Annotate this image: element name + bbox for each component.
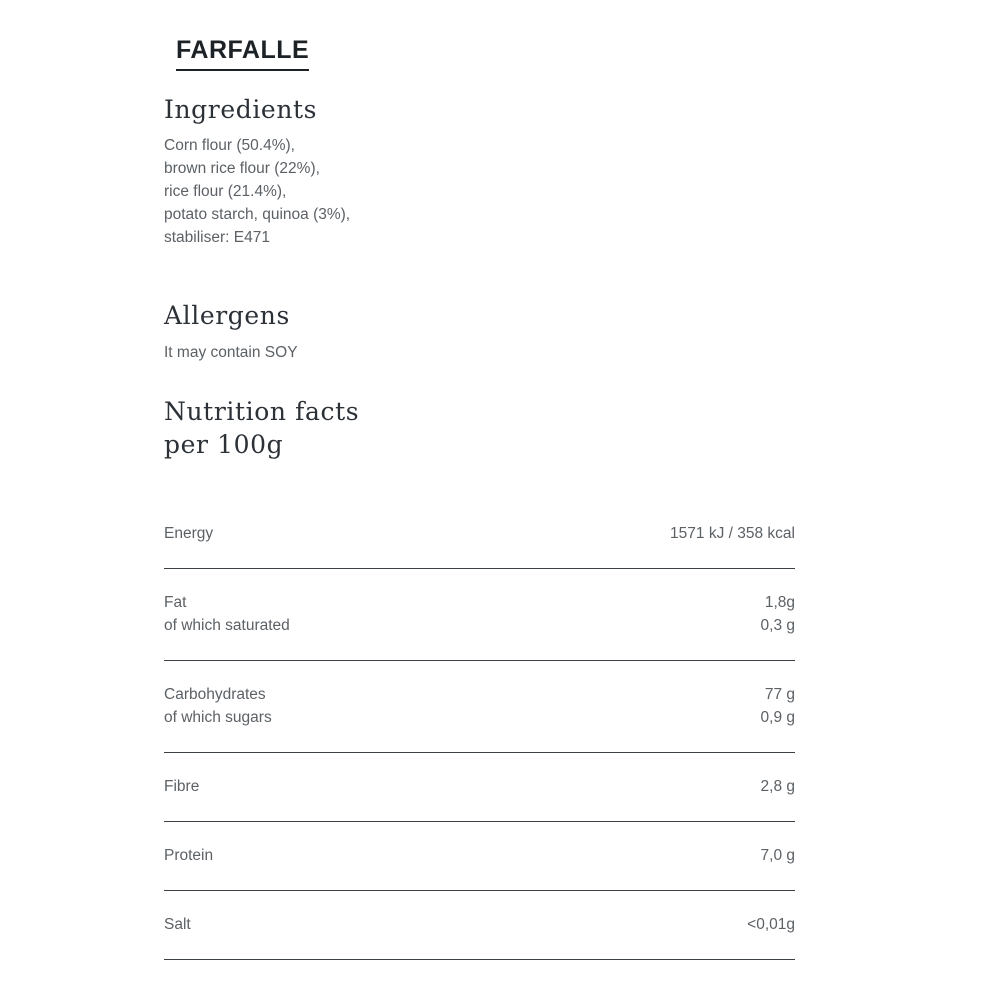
nutrient-label: Protein xyxy=(164,847,214,864)
nutrient-value: 1,8g xyxy=(764,594,795,611)
ingredients-line: brown rice flour (22%), xyxy=(164,160,320,177)
table-row xyxy=(164,822,795,891)
ingredients-line: stabiliser: E471 xyxy=(164,229,270,246)
nutrition-line xyxy=(164,591,795,614)
table-row xyxy=(164,569,795,661)
nutrition-line xyxy=(164,522,795,545)
nutrient-value: <0,01g xyxy=(747,916,795,933)
nutrition-heading-line1: Nutrition facts xyxy=(164,397,360,426)
nutrient-value: 1571 kJ / 358 kcal xyxy=(670,525,795,542)
nutrition-heading-line2: per 100g xyxy=(164,429,284,459)
table-row xyxy=(164,753,795,822)
ingredients-heading: Ingredients xyxy=(164,95,318,124)
nutrient-label: Salt xyxy=(164,916,191,933)
nutrient-value: 77 g xyxy=(764,686,795,703)
nutrition-table xyxy=(164,500,795,960)
table-row xyxy=(164,500,795,569)
nutrient-label: Fat xyxy=(164,594,187,611)
nutrient-label: of which saturated xyxy=(164,617,290,634)
nutrition-line xyxy=(164,775,795,798)
nutrition-line xyxy=(164,706,795,729)
nutrient-label: of which sugars xyxy=(164,709,272,726)
page-title: FARFALLE xyxy=(176,36,309,71)
nutrient-label: Fibre xyxy=(164,778,200,795)
nutrition-line xyxy=(164,614,795,637)
nutrient-value: 0,3 g xyxy=(760,617,795,634)
nutrient-label: Carbohydrates xyxy=(164,686,266,703)
ingredients-line: Corn flour (50.4%), xyxy=(164,137,295,154)
nutrition-line xyxy=(164,683,795,706)
ingredients-line: potato starch, quinoa (3%), xyxy=(164,206,351,223)
nutrition-line xyxy=(164,913,795,936)
ingredients-line: rice flour (21.4%), xyxy=(164,183,287,200)
nutrition-line xyxy=(164,844,795,867)
table-row xyxy=(164,661,795,753)
ingredients-list xyxy=(164,134,350,249)
table-row xyxy=(164,891,795,960)
nutrient-value: 7,0 g xyxy=(760,847,795,864)
allergens-text: It may contain SOY xyxy=(164,344,298,361)
nutrient-value: 2,8 g xyxy=(760,778,795,795)
nutrient-label: Energy xyxy=(164,525,214,542)
nutrient-value: 0,9 g xyxy=(760,709,795,726)
allergens-heading: Allergens xyxy=(164,301,290,330)
nutrition-facts-heading xyxy=(164,396,584,461)
